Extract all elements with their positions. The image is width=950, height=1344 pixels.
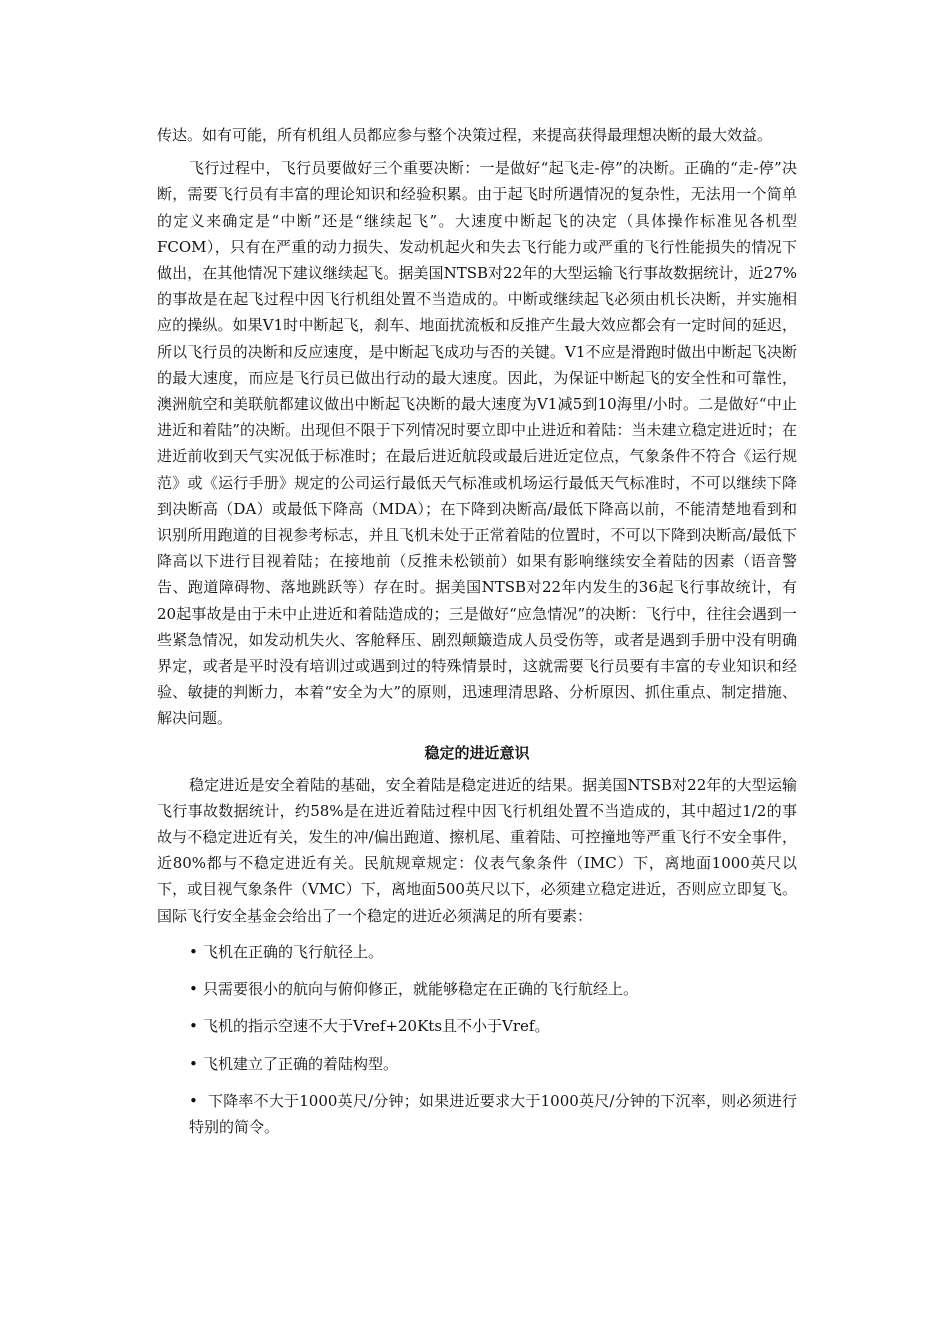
bullet-icon: • (189, 1091, 198, 1110)
list-item-text: 下降率不大于1000英尺/分钟；如果进近要求大于1000英尺/分钟的下沉率，则必须进行特别的简令。 (189, 1091, 797, 1136)
list-item-text: 只需要很小的航向与俯仰修正，就能够稳定在正确的飞行航经上。 (203, 980, 639, 999)
paragraph-communication: 传达。如有可能，所有机组人员都应参与整个决策过程，来提高获得最理想决断的最大效益。 (157, 126, 773, 144)
list-item (157, 939, 797, 965)
document-page (157, 122, 797, 1140)
list-item (157, 1013, 797, 1039)
list-item (157, 976, 797, 1002)
paragraph-stable-approach: 稳定进近是安全着陆的基础，安全着陆是稳定进近的结果。据美国NTSB对22年的大型运输飞行事故数据统计，约58%是在进近着陆过程中因飞行机组处置不当造成的，其中超过1/2的事故与不稳定进近有关，发生的冲/偏出跑道、擦机尾、重着陆、可控撞地等严重飞行不安全事件，近80%都与不稳定进近有关。民航规章规定：仪表气象条件（IMC）下，离地面1000英尺以下，或目视气象条件（VMC）下，离地面500英尺以下，必须建立稳定进近，否则应立即复飞。国际飞行安全基金会给出了一个稳定的进近必须满足的所有要素： (157, 775, 797, 925)
section-heading-stable-approach: 稳定的进近意识 (424, 743, 530, 762)
bullet-icon: • (189, 1017, 198, 1036)
list-item-text: 飞机建立了正确的着陆构型。 (203, 1054, 399, 1073)
bullet-icon: • (189, 942, 198, 961)
list-item-text: 飞机的指示空速不大于Vref+20Kts且不小于Vref。 (203, 1017, 550, 1036)
paragraph-three-decisions: 飞行过程中，飞行员要做好三个重要决断：一是做好“起飞走-停”的决断。正确的“走-停”决断，需要飞行员有丰富的理论知识和经验积累。由于起飞时所遇情况的复杂性，无法用一个简单的定义来确定是“中断”还是“继续起飞”。大速度中断起飞的决定（具体操作标准见各机型FCOM），只有在严重的动力损失、发动机起火和失去飞行能力或严重的飞行性能损失的情况下做出，在其他情况下建议继续起飞。据美国NTSB对22年的大型运输飞行事故数据统计，近27%的事故是在起飞过程中因飞行机组处置不当造成的。中断或继续起飞必须由机长决断，并实施相应的操纵。如果V1时中断起飞，刹车、地面扰流板和反推产生最大效应都会有一定时间的延迟，所以飞行员的决断和反应速度，是中断起飞成功与否的关键。V1不应是滑跑时做出中断起飞决断的最大速度，而应是飞行员已做出行动的最大速度。因此，为保证中断起飞的安全性和可靠性，澳洲航空和美联航都建议做出中断起飞决断的最大速度为V1减5到10海里/小时。二是做好“中止进近和着陆”的决断。出现但不限于下列情况时要立即中止进近和着陆：当未建立稳定进近时；在进近前收到天气实况低于标准时；在最后进近航段或最后进近定位点，气象条件不符合《运行规范》或《运行手册》规定的公司运行最低天气标准或机场运行最低天气标准时，不可以继续下降到决断高（DA）或最低下降高（MDA）；在下降到决断高/最低下降高以前，不能清楚地看到和识别所用跑道的目视参考标志，并且飞机未处于正常着陆的位置时，不可以下降到决断高/最低下降高以下进行目视着陆；在接地前（反推未松锁前）如果有影响继续安全着陆的因素（语音警告、跑道障碍物、落地跳跃等）存在时。据美国NTSB对22年内发生的36起飞行事故统计，有20起事故是由于未中止进近和着陆造成的；三是做好“应急情况”的决断：飞行中，往往会遇到一些紧急情况，如发动机失火、客舱释压、剧烈颠簸造成人员受伤等，或者是遇到手册中没有明确界定，或者是平时没有培训过或遇到过的特殊情景时，这就需要飞行员要有丰富的专业知识和经验、敏捷的判断力，本着“安全为大”的原则，迅速理清思路、分析原因、抓住重点、制定措施、解决问题。 (157, 159, 797, 728)
list-item (157, 1051, 797, 1077)
bullet-icon: • (189, 980, 198, 999)
bullet-icon: • (189, 1054, 198, 1073)
list-item (157, 1088, 797, 1140)
list-item-text: 飞机在正确的飞行航径上。 (203, 942, 384, 961)
